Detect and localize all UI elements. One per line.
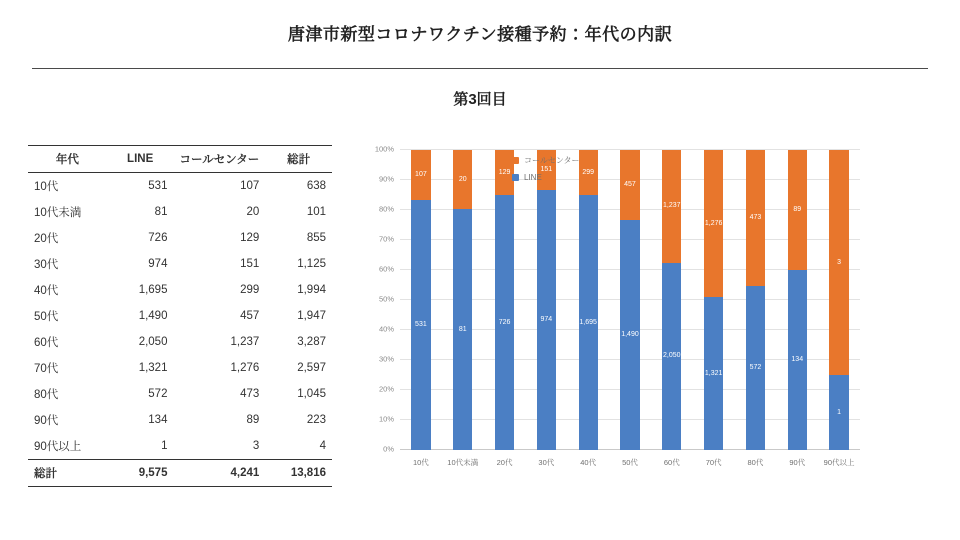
table-row — [28, 381, 332, 407]
callcenter-cell: 20 — [246, 206, 260, 218]
total-cell: 855 — [306, 232, 326, 244]
x-axis-tick-label: 30代 — [538, 458, 555, 467]
bar-segment-callcenter[interactable] — [411, 150, 430, 200]
bar-segment-callcenter[interactable] — [746, 150, 765, 286]
bar-column[interactable] — [704, 150, 723, 467]
age-cell: 10代未満 — [34, 207, 82, 219]
bar-value-label-callcenter: 457 — [624, 181, 636, 189]
legend-swatch-icon — [512, 157, 519, 164]
chart-subtitle: 第3回目 — [453, 91, 507, 108]
title-divider — [32, 68, 928, 69]
bar-column[interactable] — [662, 150, 681, 467]
bar-value-label-line: 974 — [540, 316, 553, 324]
total-callcenter-cell: 4,241 — [173, 460, 265, 487]
age-cell: 90代以上 — [34, 441, 82, 453]
total-cell: 223 — [306, 414, 326, 426]
bar-segment-line[interactable] — [453, 209, 472, 450]
callcenter-cell: 1,276 — [230, 362, 260, 374]
age-cell: 90代 — [34, 415, 59, 427]
page-title: 唐津市新型コロナワクチン接種予約：年代の内訳 — [287, 25, 673, 44]
breakdown-table — [28, 145, 332, 487]
bar-column[interactable] — [788, 150, 807, 467]
bar-column[interactable] — [620, 150, 639, 467]
y-axis-tick-label: 10% — [378, 414, 394, 424]
bar-segment-callcenter[interactable] — [788, 150, 807, 270]
y-axis-tick-label: 90% — [378, 174, 394, 184]
bar-value-label-callcenter: 89 — [793, 205, 802, 213]
bar-column[interactable] — [411, 150, 430, 467]
bar-column[interactable] — [823, 150, 855, 467]
x-axis-tick-label: 90代 — [789, 458, 806, 467]
total-sum-cell: 13,816 — [265, 460, 332, 487]
age-cell: 20代 — [34, 233, 59, 245]
total-cell: 1,125 — [297, 258, 326, 270]
line-cell: 1,490 — [138, 310, 168, 322]
callcenter-cell: 151 — [240, 258, 260, 270]
bar-value-label-callcenter: 151 — [540, 166, 553, 174]
bar-value-label-line: 1,321 — [704, 369, 723, 377]
line-cell: 974 — [148, 258, 168, 270]
legend-label: コールセンター — [524, 156, 580, 165]
y-axis-tick-label: 60% — [378, 264, 394, 274]
table-row — [28, 277, 332, 303]
x-axis-tick-label: 10代未満 — [447, 458, 479, 467]
column-header-callcenter: コールセンター — [173, 146, 265, 173]
callcenter-cell: 457 — [240, 310, 260, 322]
legend-item[interactable] — [512, 155, 580, 166]
column-header-line: LINE — [107, 146, 174, 173]
age-cell: 60代 — [34, 337, 59, 349]
table-header-row — [28, 146, 332, 173]
legend-label: LINE — [524, 173, 542, 182]
legend-swatch-icon — [512, 174, 519, 181]
table-row — [28, 433, 332, 460]
callcenter-cell: 107 — [240, 180, 260, 192]
legend-item[interactable] — [512, 173, 580, 182]
table-row — [28, 173, 332, 200]
bar-column[interactable] — [537, 150, 556, 467]
table-row — [28, 251, 332, 277]
table-row — [28, 407, 332, 433]
line-cell: 134 — [148, 414, 168, 426]
table-row — [28, 199, 332, 225]
callcenter-cell: 473 — [240, 388, 260, 400]
y-axis-tick-label: 80% — [378, 204, 394, 214]
bar-value-label-line: 1 — [837, 408, 842, 416]
y-axis-tick-label: 40% — [378, 324, 394, 334]
bar-segment-line[interactable] — [620, 220, 639, 450]
bar-value-label-line: 1,490 — [621, 331, 639, 339]
bar-value-label-line: 531 — [415, 321, 427, 329]
chart-plot-area — [374, 144, 860, 467]
bar-value-label-callcenter: 107 — [415, 171, 427, 179]
line-cell: 1 — [161, 440, 168, 452]
line-cell: 726 — [148, 232, 168, 244]
callcenter-cell: 129 — [240, 232, 260, 244]
x-axis-tick-label: 40代 — [580, 458, 597, 467]
bar-segment-callcenter[interactable] — [453, 150, 472, 209]
table-header — [28, 146, 332, 173]
y-axis-tick-label: 100% — [374, 144, 394, 154]
stacked-bar-chart — [360, 140, 940, 475]
bar-segment-line[interactable] — [411, 200, 430, 450]
bar-value-label-line: 1,695 — [579, 318, 597, 326]
age-cell: 70代 — [34, 363, 59, 375]
total-cell: 101 — [306, 206, 326, 218]
y-axis-tick-label: 50% — [378, 294, 394, 304]
age-cell: 80代 — [34, 389, 59, 401]
age-cell: 50代 — [34, 311, 59, 323]
x-axis-tick-label: 70代 — [705, 458, 722, 467]
callcenter-cell: 1,237 — [230, 336, 260, 348]
table-body — [28, 173, 332, 487]
table-row — [28, 303, 332, 329]
bar-value-label-line: 81 — [458, 325, 467, 333]
age-cell: 30代 — [34, 259, 59, 271]
bar-segment-callcenter[interactable] — [662, 150, 681, 263]
bar-segment-line[interactable] — [704, 297, 723, 450]
column-header-total: 総計 — [265, 146, 332, 173]
total-cell: 2,597 — [297, 362, 326, 374]
data-table-container — [28, 145, 332, 487]
y-axis-tick-label: 20% — [378, 384, 394, 394]
line-cell: 531 — [148, 180, 168, 192]
line-cell: 572 — [148, 388, 168, 400]
bar-segment-line[interactable] — [537, 190, 556, 450]
x-axis-tick-label: 60代 — [663, 458, 680, 467]
line-cell: 2,050 — [138, 336, 168, 348]
y-axis-tick-label: 0% — [383, 444, 394, 454]
line-cell: 81 — [154, 206, 168, 218]
line-cell: 1,321 — [138, 362, 168, 374]
total-cell: 4 — [319, 440, 326, 452]
callcenter-cell: 89 — [246, 414, 260, 426]
x-axis-tick-label: 20代 — [496, 458, 513, 467]
bar-segment-callcenter[interactable] — [579, 150, 598, 195]
bar-segment-callcenter[interactable] — [704, 150, 723, 297]
callcenter-cell: 3 — [252, 440, 260, 452]
age-cell: 10代 — [34, 181, 59, 193]
bar-segment-line[interactable] — [746, 286, 765, 450]
bar-value-label-callcenter: 1,237 — [663, 202, 681, 210]
total-cell: 638 — [306, 180, 326, 192]
bar-column[interactable] — [495, 150, 514, 467]
bar-column[interactable] — [579, 150, 598, 467]
total-label-cell: 総計 — [28, 460, 107, 487]
bar-value-label-line: 572 — [749, 363, 762, 371]
bar-segment-line[interactable] — [788, 270, 807, 450]
total-cell: 1,045 — [297, 388, 326, 400]
table-total-row — [28, 460, 332, 487]
bar-value-label-callcenter: 1,276 — [704, 219, 723, 227]
bar-segment-callcenter[interactable] — [829, 150, 848, 375]
bar-segment-line[interactable] — [829, 375, 848, 450]
table-row — [28, 329, 332, 355]
bar-segment-callcenter[interactable] — [620, 150, 639, 220]
bar-value-label-callcenter: 129 — [498, 168, 511, 176]
y-axis-tick-label: 70% — [378, 234, 394, 244]
y-axis-tick-label: 30% — [378, 354, 394, 364]
x-axis-tick-label: 50代 — [622, 458, 638, 467]
bar-value-label-line: 2,050 — [663, 352, 681, 360]
bar-segment-line[interactable] — [579, 195, 598, 450]
bar-value-label-callcenter: 3 — [837, 258, 842, 266]
total-line-cell: 9,575 — [107, 460, 174, 487]
age-cell: 40代 — [34, 285, 59, 297]
bar-value-label-callcenter: 299 — [582, 168, 595, 176]
bar-value-label-callcenter: 473 — [749, 213, 762, 221]
line-cell: 1,695 — [138, 284, 168, 296]
x-axis-tick-label: 80代 — [747, 458, 764, 467]
bar-value-label-line: 134 — [791, 355, 804, 363]
callcenter-cell: 299 — [240, 284, 260, 296]
bar-segment-line[interactable] — [495, 195, 514, 450]
table-row — [28, 225, 332, 251]
bar-value-label-callcenter: 20 — [458, 175, 467, 183]
x-axis-tick-label: 10代 — [412, 458, 429, 467]
bar-value-label-line: 726 — [498, 318, 511, 326]
total-cell: 1,947 — [297, 310, 326, 322]
total-cell: 1,994 — [297, 284, 326, 296]
table-row — [28, 355, 332, 381]
chart-legend — [512, 155, 580, 189]
bar-column[interactable] — [447, 150, 479, 467]
total-cell: 3,287 — [297, 336, 326, 348]
column-header-age: 年代 — [28, 146, 107, 173]
x-axis-tick-label: 90代以上 — [823, 458, 855, 467]
bar-segment-line[interactable] — [662, 263, 681, 450]
bar-column[interactable] — [746, 150, 765, 467]
